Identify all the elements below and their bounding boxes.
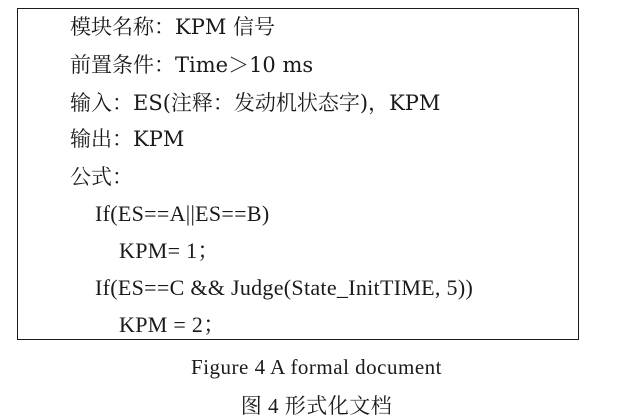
input-line: 输入：ES(注释：发动机状态字)，KPM: [70, 91, 441, 115]
module-name-line: 模块名称：KPM 信号: [70, 15, 275, 39]
assignment-1: KPM= 1；: [119, 238, 220, 263]
figure-caption-chinese: 图 4 形式化文档: [240, 394, 393, 418]
if-condition-1: If(ES==A||ES==B): [95, 201, 270, 226]
output-line: 输出：KPM: [70, 127, 185, 151]
formal-document-box: [17, 8, 579, 340]
formula-label: 公式：: [70, 165, 133, 189]
assignment-2: KPM = 2；: [119, 312, 226, 337]
if-condition-2: If(ES==C && Judge(State_InitTIME, 5)): [95, 275, 474, 300]
precondition-line: 前置条件：Time＞10 ms: [70, 53, 314, 77]
figure-caption-english: Figure 4 A formal document: [191, 355, 442, 379]
